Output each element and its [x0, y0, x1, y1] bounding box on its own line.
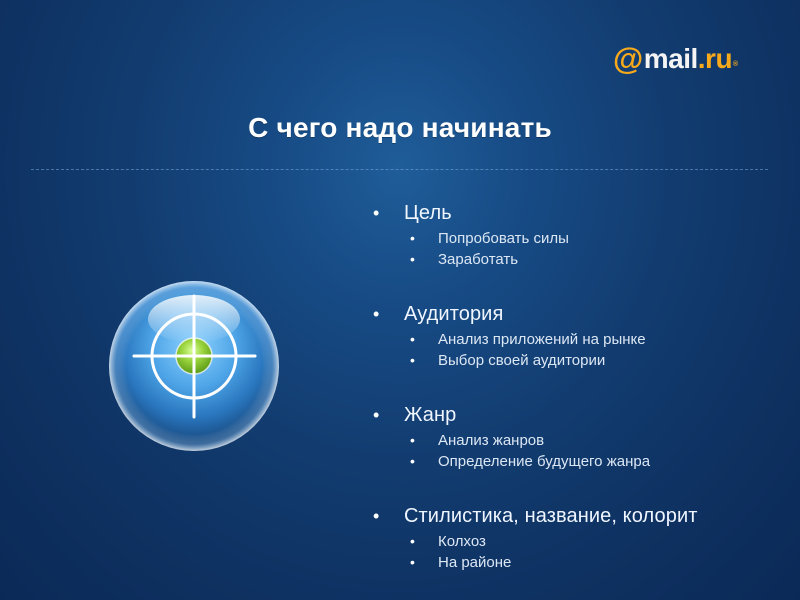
sub-list-item-label: Определение будущего жанра [438, 453, 651, 470]
list-group-audience [373, 301, 783, 371]
list-group-goal [373, 200, 783, 270]
bullet-icon: • [410, 554, 415, 570]
sub-list-item-label: Попробовать силы [438, 230, 569, 247]
target-crosshair-icon [104, 276, 284, 456]
sub-list [373, 329, 783, 371]
sub-list-item [410, 329, 783, 350]
bullet-icon: • [410, 533, 415, 549]
bullet-icon: • [373, 506, 380, 526]
logo-mail-text: mail [643, 43, 698, 74]
sub-list-item [410, 552, 783, 573]
sub-list-item-label: Выбор своей аудитории [438, 352, 606, 369]
list-item [373, 503, 783, 530]
sub-list-item [410, 249, 783, 270]
slide-title: С чего надо начинать [248, 112, 552, 143]
list-item [373, 200, 783, 227]
sub-list-item [410, 228, 783, 249]
list-group-style [373, 503, 783, 573]
list-item [373, 402, 783, 429]
sub-list-item [410, 350, 783, 371]
bullet-icon: • [410, 432, 415, 448]
list-item-label: Жанр [404, 404, 457, 426]
logo-at-sign: @ [613, 41, 643, 76]
mail-ru-logo [613, 40, 753, 78]
bullet-icon: • [410, 331, 415, 347]
sub-list-item-label: На районе [438, 554, 512, 571]
sub-list [373, 430, 783, 472]
sub-list-item-label: Колхоз [438, 533, 486, 550]
sub-list-item [410, 531, 783, 552]
logo-registered-mark: ® [733, 60, 738, 68]
sub-list [373, 531, 783, 573]
bullet-icon: • [410, 230, 415, 246]
list-item-label: Цель [404, 202, 452, 224]
list-group-genre [373, 402, 783, 472]
logo-ru-text: ru [705, 43, 733, 74]
bullet-icon: • [410, 352, 415, 368]
list-item [373, 301, 783, 328]
logo-dot: . [697, 43, 706, 74]
bullet-icon: • [410, 453, 415, 469]
bullet-list [373, 200, 783, 573]
sub-list-item [410, 430, 783, 451]
sub-list [373, 228, 783, 270]
bullet-icon: • [373, 203, 380, 223]
list-item-label: Аудитория [404, 303, 504, 325]
list-item-label: Стилистика, название, колорит [404, 505, 698, 527]
bullet-icon: • [410, 251, 415, 267]
title-divider [31, 169, 768, 170]
sub-list-item-label: Анализ жанров [438, 432, 545, 449]
sub-list-item-label: Заработать [438, 251, 519, 268]
bullet-icon: • [373, 304, 380, 324]
sub-list-item [410, 451, 783, 472]
sub-list-item-label: Анализ приложений на рынке [438, 331, 646, 348]
bullet-icon: • [373, 405, 380, 425]
